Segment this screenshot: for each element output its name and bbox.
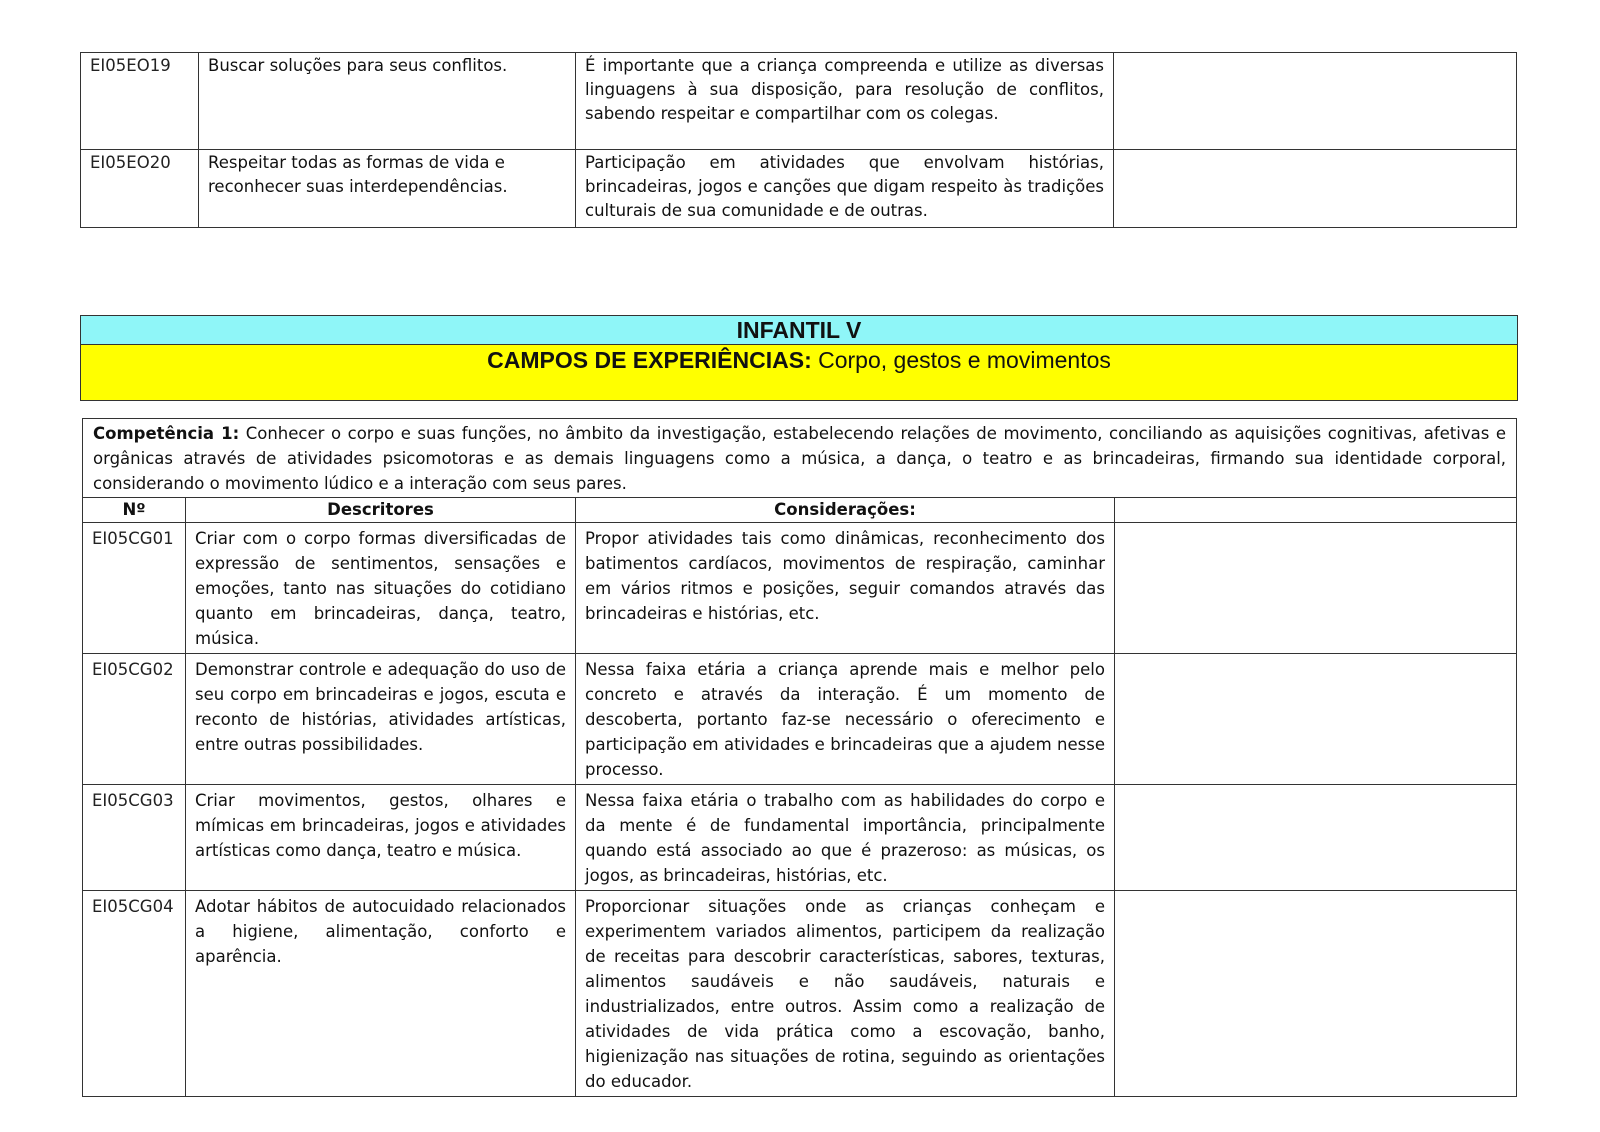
row-code: EI05EO20 <box>81 150 199 228</box>
header-descriptors: Descritores <box>186 498 576 523</box>
row-descriptor: Respeitar todas as formas de vida e reconhecer suas interdependências. <box>199 150 576 228</box>
table-row <box>81 53 1517 150</box>
experience-field-title <box>81 345 1517 400</box>
header-number: Nº <box>83 498 186 523</box>
row-extra <box>1114 53 1517 150</box>
experience-field-label: CAMPOS DE EXPERIÊNCIAS: <box>487 347 812 373</box>
row-extra <box>1114 150 1517 228</box>
table-row <box>83 654 1517 785</box>
competence-table <box>82 418 1517 1097</box>
header-considerations: Considerações: <box>576 498 1115 523</box>
level-title: INFANTIL V <box>81 316 1517 345</box>
row-consideration: É importante que a criança compreenda e utilize as diversas linguagens à sua disposição, para resolução de conflitos, sabendo respeitar e compartilhar com os colegas. <box>576 53 1114 150</box>
section-banner <box>80 315 1518 401</box>
table-row <box>83 785 1517 891</box>
top-table <box>80 52 1517 228</box>
row-extra <box>1115 654 1517 785</box>
row-descriptor: Demonstrar controle e adequação do uso de seu corpo em brincadeiras e jogos, escuta e reconto de histórias, atividades artísticas, entre outras possibilidades. <box>186 654 576 785</box>
header-extra <box>1115 498 1517 523</box>
row-code: EI05EO19 <box>81 53 199 150</box>
table-row <box>81 150 1517 228</box>
competence-description <box>83 419 1517 498</box>
table-header-row <box>83 498 1517 523</box>
experience-field-value: Corpo, gestos e movimentos <box>811 347 1111 373</box>
row-extra <box>1115 891 1517 1097</box>
table-row <box>83 523 1517 654</box>
row-consideration: Nessa faixa etária a criança aprende mais e melhor pelo concreto e através da interação. É um momento de descoberta, portanto faz-se necessário o oferecimento e participação em atividades e brincadeiras que a ajudem nesse processo. <box>576 654 1115 785</box>
row-code: EI05CG01 <box>83 523 186 654</box>
row-descriptor: Criar movimentos, gestos, olhares e mímicas em brincadeiras, jogos e atividades artísticas como dança, teatro e música. <box>186 785 576 891</box>
row-descriptor: Adotar hábitos de autocuidado relacionados a higiene, alimentação, conforto e aparência. <box>186 891 576 1097</box>
row-consideration: Proporcionar situações onde as crianças conheçam e experimentem variados alimentos, participem da realização de receitas para descobrir características, sabores, texturas, alimentos saudáveis e não saudáveis, naturais e industrializados, entre outros. Assim como a realização de atividades de vida prática como a escovação, banho, higienização nas situações de rotina, seguindo as orientações do educador. <box>576 891 1115 1097</box>
row-extra <box>1115 785 1517 891</box>
row-descriptor: Buscar soluções para seus conflitos. <box>199 53 576 150</box>
table-row <box>83 891 1517 1097</box>
row-consideration: Participação em atividades que envolvam histórias, brincadeiras, jogos e canções que digam respeito às tradições culturais de sua comunidade e de outras. <box>576 150 1114 228</box>
row-code: EI05CG04 <box>83 891 186 1097</box>
row-extra <box>1115 523 1517 654</box>
row-consideration: Propor atividades tais como dinâmicas, reconhecimento dos batimentos cardíacos, movimentos de respiração, caminhar em vários ritmos e posições, seguir comandos através das brincadeiras e histórias, etc. <box>576 523 1115 654</box>
row-code: EI05CG03 <box>83 785 186 891</box>
row-descriptor: Criar com o corpo formas diversificadas de expressão de sentimentos, sensações e emoções, tanto nas situações do cotidiano quanto em brincadeiras, dança, teatro, música. <box>186 523 576 654</box>
competence-text: Conhecer o corpo e suas funções, no âmbito da investigação, estabelecendo relações de movimento, conciliando as aquisições cognitivas, afetivas e orgânicas através de atividades psicomotoras e as demais linguagens como a música, a dança, o teatro e as brincadeiras, firmando sua identidade corporal, considerando o movimento lúdico e a interação com seus pares. <box>93 424 1507 493</box>
competence-row <box>83 419 1517 498</box>
row-code: EI05CG02 <box>83 654 186 785</box>
row-consideration: Nessa faixa etária o trabalho com as habilidades do corpo e da mente é de fundamental importância, principalmente quando está associado ao que é prazeroso: as músicas, os jogos, as brincadeiras, histórias, etc. <box>576 785 1115 891</box>
competence-label: Competência 1: <box>93 424 240 443</box>
